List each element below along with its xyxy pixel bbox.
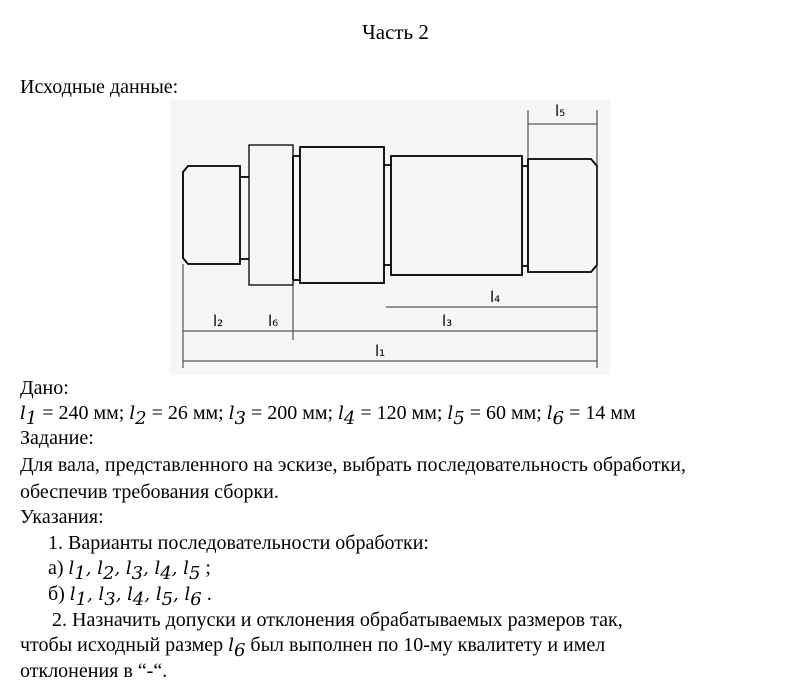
instruction-item-2-line-2: чтобы исходный размер $l_6$ был выполнен по 10-му квалитету и имел: [20, 634, 606, 661]
given-l6: $l_6 = 14$ мм: [546, 402, 636, 429]
option-b: б) $l_1$, $l_3$, $l_4$, $l_5$, $l_6$ .: [48, 583, 212, 610]
instructions-heading: Указания:: [20, 506, 104, 528]
given-values: [20, 401, 636, 431]
given-l3: $l_3 = 200$ мм;: [228, 402, 339, 429]
task-heading: Задание:: [20, 427, 94, 449]
task-line-2: обеспечив требования сборки.: [20, 481, 279, 503]
dim-label-l1: l₁: [375, 342, 386, 360]
given-l1: $l_1 = 240$ мм;: [20, 402, 130, 429]
shaft-drawing: [170, 100, 610, 375]
dim-label-l6: l₆: [268, 312, 279, 330]
given-l2: $l_2 = 26$ мм;: [129, 402, 229, 429]
dim-label-l4: l₄: [490, 288, 501, 306]
source-heading: Исходные данные:: [20, 76, 179, 98]
instruction-item-2-line-3: отклонения в “-“.: [20, 660, 168, 682]
dim-label-l2: l₂: [213, 312, 224, 330]
dim-label-l5: l₅: [555, 102, 566, 120]
instruction-item-2: 2. Назначить допуски и отклонения обрабатываемых размеров так,: [52, 609, 623, 631]
given-l4: $l_4 = 120$ мм;: [338, 402, 448, 429]
option-a: а) $l_1$, $l_2$, $l_3$, $l_4$, $l_5$ ;: [48, 557, 211, 584]
page-title: Часть 2: [362, 20, 429, 44]
given-l5: $l_5 = 60$ мм;: [447, 402, 547, 429]
dim-label-l3: l₃: [442, 312, 453, 330]
given-heading: Дано:: [20, 377, 69, 399]
task-line-1: Для вала, представленного на эскизе, выбрать последовательность обработки,: [20, 454, 686, 476]
instruction-item-1: 1. Варианты последовательности обработки:: [48, 532, 429, 554]
